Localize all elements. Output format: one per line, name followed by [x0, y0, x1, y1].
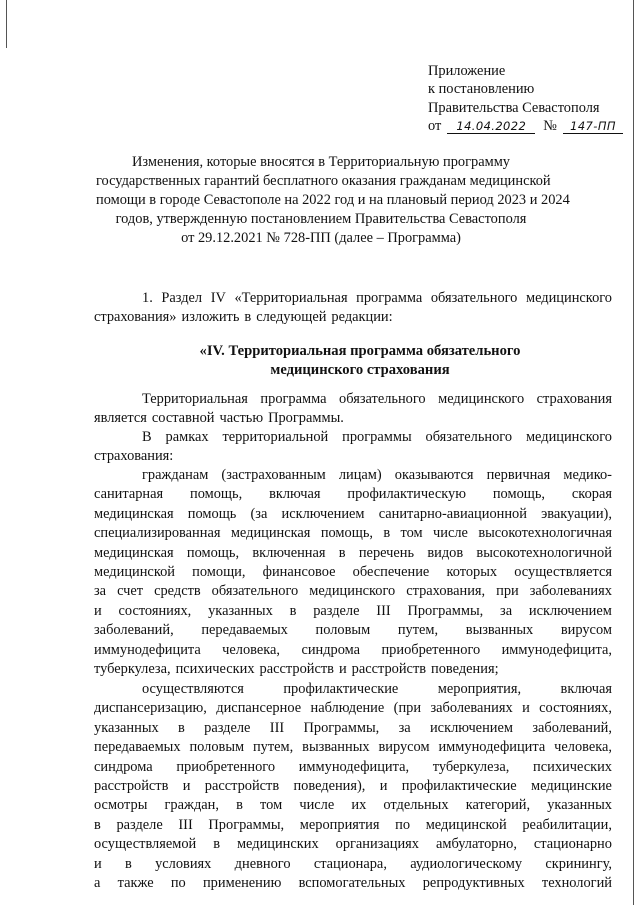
handwritten-number: 147-ПП	[563, 120, 623, 134]
word: Территориальная	[142, 391, 248, 407]
word: и	[182, 777, 191, 794]
word: психических	[175, 660, 255, 677]
word: включая	[269, 486, 321, 503]
word: 1.	[142, 290, 153, 306]
word: человека,	[554, 739, 612, 756]
word: страхования»	[94, 309, 177, 326]
word: счет	[117, 583, 144, 600]
section-intro-line	[94, 289, 612, 308]
word: Программы,	[407, 602, 484, 619]
handwritten-date: 14.04.2022	[447, 120, 535, 134]
word: расстройств	[259, 660, 334, 677]
paragraph-line	[94, 641, 612, 660]
word: технологий	[541, 874, 612, 891]
word: туберкулеза,	[432, 758, 510, 775]
paragraph-line	[94, 758, 612, 777]
appendix-block	[428, 62, 623, 135]
word: программы	[342, 429, 412, 445]
word: средств	[154, 583, 201, 600]
word: передаваемых	[94, 739, 181, 756]
word: за	[398, 719, 411, 736]
appendix-line: Приложение	[428, 63, 506, 79]
word: обеспечение	[352, 563, 430, 580]
word: медицинского	[525, 429, 612, 445]
word: за	[94, 583, 107, 600]
paragraph-line	[94, 485, 612, 504]
word: медицинская	[94, 544, 174, 561]
word: осуществляется	[514, 563, 612, 580]
word: осмотры	[94, 797, 148, 814]
word: иммунодефицита,	[298, 758, 410, 775]
word: разделе	[116, 816, 163, 833]
scan-edge-left	[6, 0, 7, 48]
title-line: от 29.12.2021 № 728-ПП (далее – Программа)	[181, 230, 461, 246]
word: «Территориальная	[234, 290, 348, 306]
word: осуществляемой	[94, 836, 197, 853]
word: категорий,	[465, 797, 531, 814]
word: страхования:	[94, 448, 174, 465]
word: медицинские	[531, 777, 612, 794]
word: помощь,	[320, 525, 373, 542]
word: помощи,	[192, 563, 246, 580]
word: синдрома	[94, 758, 153, 775]
paragraph-line	[94, 602, 612, 621]
paragraph-line	[94, 524, 612, 543]
word: реабилитации,	[522, 816, 612, 833]
paragraph-line	[94, 855, 612, 874]
word: указанных	[547, 797, 612, 814]
word: медицинского	[309, 583, 396, 600]
word: включая	[560, 681, 612, 697]
paragraph-line	[94, 777, 612, 796]
word: мероприятия,	[437, 681, 522, 697]
word: по	[170, 874, 186, 891]
word: поведения),	[293, 777, 366, 794]
word: том	[260, 797, 283, 814]
word: Программы.	[268, 410, 344, 427]
paragraph-line	[94, 874, 612, 893]
scan-edge-right	[633, 0, 634, 905]
word: следующей	[256, 309, 327, 326]
word: амбулаторно,	[435, 836, 517, 853]
paragraph-line	[94, 816, 612, 835]
word: в	[338, 544, 346, 561]
word: наблюдение	[310, 700, 385, 717]
word: санитарно-авиационной	[378, 505, 527, 522]
word: профилактическую	[347, 486, 466, 503]
word: репродуктивных	[422, 874, 525, 891]
word: разделе	[204, 719, 251, 736]
word: путем,	[397, 622, 439, 639]
word: помощь	[187, 505, 237, 522]
word: III	[269, 719, 285, 736]
word: Программы,	[303, 719, 380, 736]
word: осуществляются	[142, 681, 244, 697]
paragraph-line	[94, 660, 612, 679]
word: заболеваний,	[532, 719, 612, 736]
paragraph-line	[94, 621, 612, 640]
paragraph-line	[94, 738, 612, 757]
word: обязательного	[339, 391, 426, 407]
word: при	[496, 583, 519, 600]
word: и	[94, 602, 102, 619]
word: медицинская	[230, 525, 311, 542]
word: в	[125, 855, 132, 872]
word: также	[117, 874, 154, 891]
word: заболеваний,	[94, 622, 174, 639]
word: первичная	[486, 467, 551, 483]
word: туберкулеза,	[94, 660, 171, 677]
word: указанных	[208, 602, 273, 619]
word: высокотехнологичная	[478, 525, 612, 542]
word: в	[236, 797, 243, 814]
word: аудиологическому	[410, 855, 523, 872]
word: по	[395, 816, 411, 833]
word: и	[522, 700, 530, 717]
word: страхования,	[406, 583, 486, 600]
word: медицинской	[94, 563, 175, 580]
paragraph-2	[94, 428, 612, 467]
paragraph-3	[94, 466, 612, 679]
word: является	[94, 410, 147, 427]
word: медико-	[563, 467, 612, 483]
word: вирусом	[378, 739, 430, 756]
word: III	[178, 816, 193, 833]
word: и	[379, 777, 388, 794]
word: том	[400, 525, 423, 542]
word: в	[178, 719, 185, 736]
word: иммунодефицита,	[501, 641, 612, 658]
word: и	[338, 660, 347, 677]
word: синдрома	[301, 641, 361, 658]
word: помощь,	[186, 544, 240, 561]
word: которых	[446, 563, 498, 580]
heading-line: «IV. Территориальная программа обязательного	[199, 343, 521, 359]
word: обязательного	[425, 429, 513, 445]
document-title	[96, 153, 570, 248]
word: вспомогательных	[298, 874, 406, 891]
word: стационара,	[313, 855, 387, 872]
word: мероприятия	[299, 816, 380, 833]
word: диспансерное	[216, 700, 302, 717]
word: III	[376, 602, 391, 619]
word: в	[94, 816, 101, 833]
word: помощь,	[190, 486, 243, 503]
word: рамках	[165, 429, 209, 445]
number-prefix: №	[543, 117, 558, 134]
word: половым	[189, 739, 245, 756]
word: указанных	[94, 719, 159, 736]
word: медицинского	[438, 391, 525, 407]
word: дневного	[234, 855, 291, 872]
section-heading	[150, 342, 570, 379]
word: условиях	[155, 855, 212, 872]
word: в	[244, 309, 252, 326]
word: медицинской	[425, 816, 507, 833]
paragraph-line	[94, 409, 612, 428]
word: передаваемых	[201, 622, 288, 639]
word: исключением	[429, 719, 513, 736]
word: вызванных	[465, 622, 534, 639]
word: финансовое	[262, 563, 336, 580]
word: диспансеризацию,	[94, 700, 207, 717]
word: (застрахованным	[221, 467, 326, 483]
word: профилактические	[283, 681, 399, 697]
word: расстройств	[94, 777, 169, 794]
word: за	[500, 602, 513, 619]
word: оказываются	[394, 467, 474, 483]
word: состояниях,	[118, 602, 192, 619]
word: программа	[260, 391, 327, 407]
word: исключением	[528, 602, 612, 619]
word: организациях	[335, 836, 419, 853]
word: видов	[427, 544, 464, 561]
word: приобретенного	[176, 758, 276, 775]
word: расстройств	[204, 777, 280, 794]
word: человека,	[222, 641, 281, 658]
section-intro-line	[94, 308, 612, 327]
title-line: государственных гарантий бесплатного оказания гражданам медицинской	[96, 173, 551, 189]
word: психических	[533, 758, 612, 775]
word: числе	[299, 797, 335, 814]
word: иммунодефицита	[438, 739, 546, 756]
paragraph-line	[94, 719, 612, 738]
paragraph-line	[94, 563, 612, 582]
paragraph-line	[94, 505, 612, 524]
word: применению	[202, 874, 282, 891]
title-line: помощи в городе Севастополе на 2022 год и на плановый период 2023 и 2024	[96, 192, 570, 208]
word: а	[94, 874, 101, 891]
word: составной	[151, 410, 215, 427]
word: включенная	[252, 544, 326, 561]
word: скорая	[571, 486, 612, 503]
word: заболеваниях	[529, 583, 612, 600]
paragraph-1	[94, 390, 612, 429]
word: профилактические	[401, 777, 517, 794]
word: санитарная	[94, 486, 164, 503]
word: заболеваниях	[430, 700, 513, 717]
word: числе	[433, 525, 468, 542]
word: и	[94, 855, 102, 872]
word: программа	[356, 290, 423, 306]
word: эвакуации),	[541, 505, 612, 522]
word: Раздел	[161, 290, 203, 306]
word: в	[289, 602, 297, 619]
word: в	[213, 836, 220, 853]
word: гражданам	[142, 467, 209, 483]
word: в	[383, 525, 391, 542]
title-line: Изменения, которые вносятся в Территориальную программу	[132, 154, 510, 170]
word: расстройств	[351, 660, 427, 677]
paragraph-line	[94, 680, 612, 699]
word: медицинская	[94, 505, 174, 522]
section-intro	[94, 289, 612, 328]
word: поведения;	[431, 660, 499, 677]
word: помощь,	[492, 486, 546, 503]
paragraph-4	[94, 680, 612, 893]
paragraph-line	[94, 466, 612, 485]
word: редакции:	[331, 309, 393, 326]
word: половым	[315, 622, 371, 639]
word: приобретенного	[381, 641, 481, 658]
paragraph-line	[94, 390, 612, 409]
word: стационарно	[533, 836, 612, 853]
word: (при	[393, 700, 422, 717]
word: обязательного	[430, 290, 518, 306]
word: Программы,	[208, 816, 285, 833]
word: разделе	[313, 602, 360, 619]
word: IV	[210, 290, 226, 306]
paragraph-line	[94, 428, 612, 447]
title-line: годов, утвержденную постановлением Правительства Севастополя	[115, 211, 527, 227]
appendix-line: Правительства Севастополя	[428, 99, 600, 116]
word: иммунодефицита	[94, 641, 201, 658]
appendix-date-line	[428, 117, 623, 135]
word: скринингу,	[545, 855, 612, 872]
paragraph-line	[94, 835, 612, 854]
word: страхования	[536, 391, 612, 407]
word: (за	[250, 505, 268, 522]
word: изложить	[181, 309, 240, 326]
paragraph-line	[94, 699, 612, 718]
word: исключением	[281, 505, 365, 522]
paragraph-line	[94, 582, 612, 601]
word: лицам)	[338, 467, 382, 483]
word: специализированная	[94, 525, 221, 542]
word: частью	[219, 410, 264, 427]
word: обязательного	[211, 583, 299, 600]
date-prefix: от	[428, 117, 442, 134]
word: путем,	[252, 739, 294, 756]
word: их	[351, 797, 367, 814]
word: медицинского	[525, 290, 612, 306]
paragraph-line	[94, 544, 612, 563]
word: перечень	[358, 544, 415, 561]
word: граждан,	[164, 797, 219, 814]
paragraph-line	[94, 447, 612, 466]
word: вызванных	[302, 739, 370, 756]
word: территориальной	[222, 429, 329, 445]
appendix-line: к постановлению	[428, 81, 535, 98]
word: состояниях,	[539, 700, 612, 717]
word: вирусом	[560, 622, 612, 639]
word: медицинских	[236, 836, 319, 853]
word: отдельных	[383, 797, 449, 814]
word: высокотехнологичной	[476, 544, 612, 561]
heading-line: медицинского страхования	[270, 361, 450, 378]
word: В	[142, 429, 152, 445]
paragraph-line	[94, 796, 612, 815]
